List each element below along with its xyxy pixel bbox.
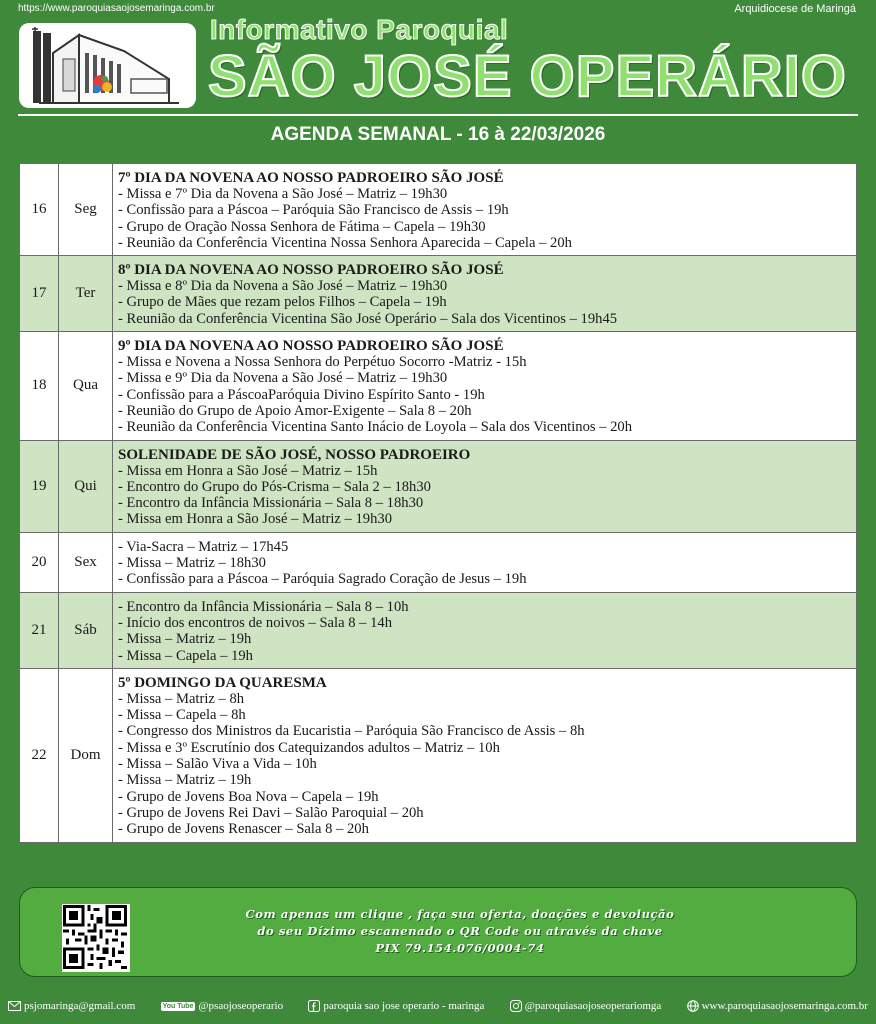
day-events — [113, 164, 857, 256]
weekday: Qua — [59, 332, 113, 440]
newsletter-subtitle: Informativo Paroquial — [210, 14, 509, 45]
event-item: - Missa e Novena a Nossa Senhora do Perpétuo Socorro -Matriz - 15h — [118, 354, 527, 371]
top-url[interactable]: https://www.paroquiasaojosemaringa.com.br — [18, 3, 215, 14]
event-item: - Missa e 3º Escrutínio dos Catequizandos adultos – Matriz – 10h — [118, 739, 500, 756]
event-item: - Grupo de Jovens Rei Davi – Salão Paroquial – 20h — [118, 804, 424, 821]
event-item: - Confissão para a PáscoaParóquia Divino Espírito Santo - 19h — [118, 386, 485, 403]
social-bar — [8, 996, 868, 1016]
weekday: Seg — [59, 164, 113, 256]
event-heading: 5º DOMINGO DA QUARESMA — [118, 674, 327, 691]
instagram-label: @paroquiasaojoseoperariomga — [524, 1000, 662, 1012]
day-number: 18 — [20, 332, 59, 440]
event-heading: 7º DIA DA NOVENA AO NOSSO PADROEIRO SÃO JOSÉ — [118, 170, 504, 186]
event-heading: 9º DIA DA NOVENA AO NOSSO PADROEIRO SÃO JOSÉ — [118, 338, 504, 355]
event-item: - Missa – Capela – 19h — [118, 647, 253, 664]
event-item: - Missa – Matriz – 19h — [118, 631, 252, 648]
globe-icon — [687, 1000, 699, 1012]
qr-code[interactable] — [62, 904, 130, 972]
donation-line-3: PIX 79.154.076/0004-74 — [375, 941, 545, 955]
agenda-row — [20, 668, 857, 842]
event-item: - Missa – Matriz – 8h — [118, 690, 245, 707]
event-item: - Via-Sacra – Matriz – 17h45 — [118, 538, 289, 555]
event-item: - Confissão para a Páscoa – Paróquia Sagrado Coração de Jesus – 19h — [118, 571, 527, 588]
event-item: - Encontro da Infância Missionária – Sala 8 – 18h30 — [118, 495, 424, 512]
donation-text — [180, 906, 740, 957]
weekday: Qui — [59, 440, 113, 532]
header-divider — [18, 114, 858, 116]
donation-line-1: Com apenas um clique , faça sua oferta, doações e devolução — [245, 907, 675, 921]
diocese-label: Arquidiocese de Maringá — [734, 3, 856, 15]
event-item: - Início dos encontros de noivos – Sala 8 – 14h — [118, 614, 392, 631]
event-item: - Congresso dos Ministros da Eucaristia – Paróquia São Francisco de Assis – 8h — [118, 723, 585, 740]
social-facebook[interactable] — [308, 1000, 484, 1012]
event-item: - Grupo de Jovens Renascer – Sala 8 – 20h — [118, 821, 369, 838]
weekday: Ter — [59, 256, 113, 332]
youtube-label: @psaojoseoperario — [198, 1000, 284, 1012]
day-events — [113, 332, 857, 440]
event-item: - Reunião da Conferência Vicentina Nossa Senhora Aparecida – Capela – 20h — [118, 234, 572, 251]
social-youtube[interactable] — [161, 1000, 284, 1012]
donation-line-2: do seu Dízimo escanenado o QR Code ou através da chave — [257, 924, 663, 938]
event-item: - Missa – Salão Viva a Vida – 10h — [118, 756, 317, 773]
event-item: - Missa – Matriz – 18h30 — [118, 555, 266, 572]
day-events — [113, 532, 857, 592]
day-number: 22 — [20, 668, 59, 842]
qr-code-icon — [63, 905, 127, 969]
day-number: 19 — [20, 440, 59, 532]
day-number: 16 — [20, 164, 59, 256]
event-item: - Grupo de Mães que rezam pelos Filhos – Capela – 19h — [118, 294, 447, 311]
event-item: - Missa e 8º Dia da Novena a São José – Matriz – 19h30 — [118, 278, 448, 295]
event-heading: SOLENIDADE DE SÃO JOSÉ, NOSSO PADROEIRO — [118, 446, 471, 463]
event-item: - Missa e 7º Dia da Novena a São José – Matriz – 19h30 — [118, 186, 448, 202]
social-instagram[interactable] — [510, 1000, 662, 1012]
parish-title: SÃO JOSÉ OPERÁRIO — [208, 44, 848, 109]
event-item: - Reunião da Conferência Vicentina Santo Inácio de Loyola – Sala dos Vicentinos – 20h — [118, 419, 633, 436]
agenda-row — [20, 332, 857, 440]
event-item: - Missa e 9º Dia da Novena a São José – Matriz – 19h30 — [118, 370, 448, 387]
agenda-row — [20, 440, 857, 532]
youtube-icon: You Tube — [162, 1002, 194, 1010]
event-heading: 8º DIA DA NOVENA AO NOSSO PADROEIRO SÃO JOSÉ — [118, 262, 504, 279]
weekday: Dom — [59, 668, 113, 842]
event-item: - Encontro da Infância Missionária – Sala 8 – 10h — [118, 598, 409, 615]
website-label: www.paroquiasaojosemaringa.com.br — [701, 1000, 868, 1012]
event-item: - Missa – Capela – 8h — [118, 707, 246, 724]
event-item: - Missa em Honra a São José – Matriz – 15h — [118, 462, 378, 479]
social-email[interactable] — [8, 1000, 135, 1012]
day-events — [113, 592, 857, 668]
event-item: - Grupo de Jovens Boa Nova – Capela – 19h — [118, 788, 379, 805]
facebook-icon — [308, 1000, 320, 1012]
day-events — [113, 440, 857, 532]
weekday: Sáb — [59, 592, 113, 668]
email-label: psjomaringa@gmail.com — [24, 1000, 136, 1012]
agenda-row — [20, 592, 857, 668]
church-logo-icon — [19, 23, 196, 108]
event-item: - Reunião do Grupo de Apoio Amor-Exigente – Sala 8 – 20h — [118, 402, 472, 419]
weekday: Sex — [59, 532, 113, 592]
event-item: - Grupo de Oração Nossa Senhora de Fátima – Capela – 19h30 — [118, 218, 486, 235]
event-item: - Missa em Honra a São José – Matriz – 19h30 — [118, 511, 392, 528]
day-number: 21 — [20, 592, 59, 668]
church-logo — [19, 23, 196, 108]
day-events — [113, 668, 857, 842]
event-item: - Confissão para a Páscoa – Paróquia São Francisco de Assis – 19h — [118, 202, 509, 219]
email-icon — [8, 1001, 21, 1011]
event-item: - Reunião da Conferência Vicentina São José Operário – Sala dos Vicentinos – 19h45 — [118, 310, 618, 327]
day-number: 17 — [20, 256, 59, 332]
agenda-row — [20, 256, 857, 332]
event-item: - Missa – Matriz – 19h — [118, 772, 252, 789]
day-events — [113, 256, 857, 332]
donation-banner — [19, 887, 857, 977]
instagram-icon — [510, 1000, 522, 1012]
agenda-title: AGENDA SEMANAL - 16 à 22/03/2026 — [270, 124, 606, 145]
weekly-agenda-table — [19, 163, 857, 843]
facebook-label: paroquia sao jose operario - maringa — [323, 1000, 485, 1012]
event-item: - Encontro do Grupo do Pós-Crisma – Sala 2 – 18h30 — [118, 478, 431, 495]
social-website[interactable] — [687, 1000, 868, 1012]
day-number: 20 — [20, 532, 59, 592]
agenda-row — [20, 532, 857, 592]
agenda-row — [20, 164, 857, 256]
